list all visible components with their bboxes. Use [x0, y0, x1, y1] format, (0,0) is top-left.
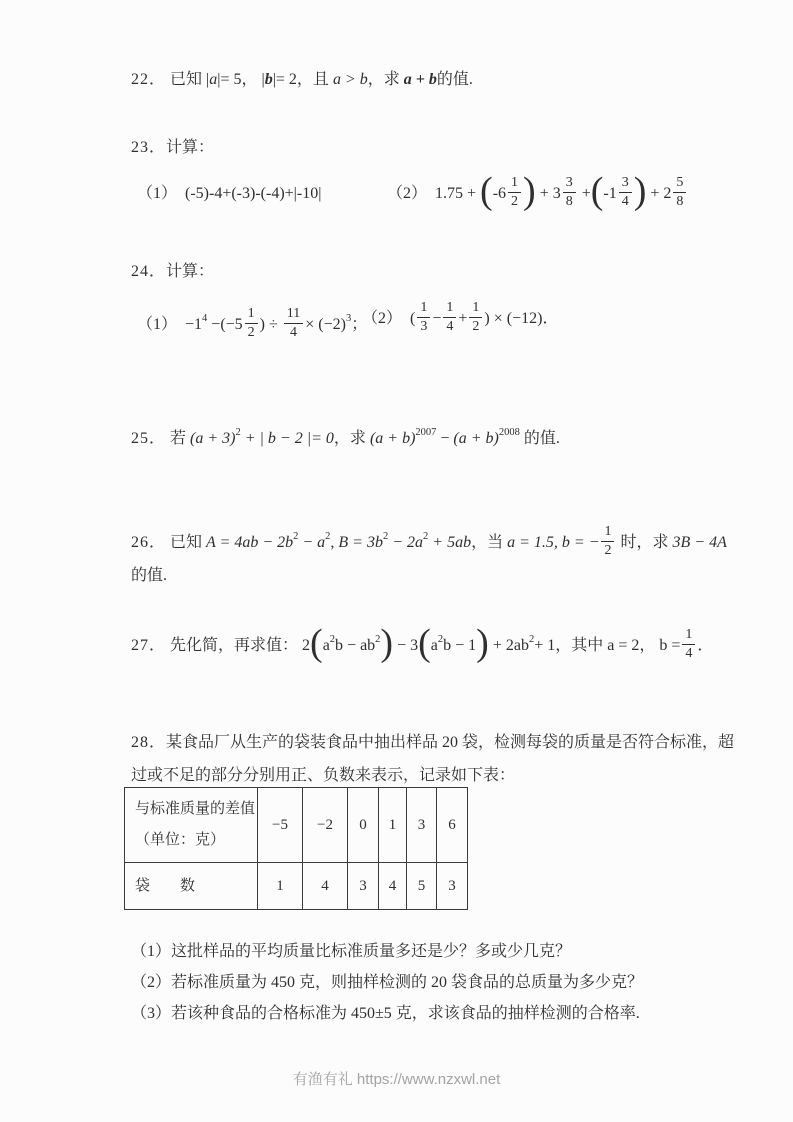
diff-cell: −2 [303, 788, 348, 863]
row-label: 袋 数 [125, 863, 258, 910]
right-paren: ) [380, 622, 394, 665]
abs-bar: | [206, 71, 210, 88]
punctuation: ． [697, 637, 714, 654]
fraction [601, 524, 614, 559]
exponent: 4 [202, 313, 208, 324]
math-segment: A = 4ab − 2b [206, 534, 294, 551]
math-segment: + 2ab [492, 637, 529, 654]
question-28-intro [131, 726, 734, 792]
diff-cell: 6 [437, 788, 468, 863]
question-23-title [131, 137, 214, 159]
part-1 [137, 170, 321, 218]
comma: ， [241, 71, 258, 88]
question-22 [131, 69, 473, 91]
math-segment: ) ÷ [259, 316, 278, 333]
fraction-denominator: 4 [446, 318, 454, 334]
math-segment: + 2 [650, 185, 672, 202]
left-paren: ( [590, 170, 604, 213]
left-paren: ( [418, 622, 431, 665]
exponent: 2008 [498, 427, 520, 438]
question-26 [131, 513, 727, 567]
fraction-numerator: 1 [417, 300, 430, 318]
math-segment: -1 [603, 185, 617, 202]
diff-cell: 3 [407, 788, 437, 863]
text-segment: 计算： [166, 139, 215, 156]
text-segment: 过或不足的部分分别用正、负数来表示，记录如下表： [131, 767, 516, 784]
math-segment: a [430, 637, 438, 654]
math-segment: , B = 3b [330, 534, 383, 551]
math-segment: (a + b) [453, 430, 499, 447]
fraction-denominator: 4 [621, 193, 629, 209]
question-28-sub3 [131, 1003, 640, 1025]
fraction-numerator: 5 [673, 175, 686, 193]
fraction [469, 300, 482, 335]
exponent: 2 [293, 531, 299, 542]
count-cell: 3 [437, 863, 468, 910]
question-24-title [131, 261, 214, 283]
math-inequality: a > b [332, 71, 368, 88]
fraction-numerator: 1 [508, 175, 521, 193]
page-footer [0, 1068, 793, 1089]
question-27 [131, 616, 713, 670]
math-segment: + 3 [539, 185, 561, 202]
fraction-denominator: 2 [511, 193, 519, 209]
minus-sign: − [440, 430, 450, 447]
fraction [245, 306, 258, 341]
count-cell: 5 [407, 863, 437, 910]
fraction-denominator: 2 [604, 542, 612, 558]
text-segment: 先化简，再求值： [170, 637, 299, 654]
text-segment: 若 [170, 430, 187, 447]
part-2 [387, 170, 688, 218]
math-segment: b − 1 [443, 637, 477, 654]
fraction-numerator: 3 [619, 175, 632, 193]
fraction-numerator: 3 [563, 175, 576, 193]
count-cell: 1 [258, 863, 303, 910]
fraction [619, 175, 632, 210]
math-segment: |= 5 [217, 71, 242, 88]
math-segment: −1 [185, 316, 203, 333]
question-24-formulas [131, 295, 731, 343]
math-segment: ( [410, 310, 416, 327]
fraction-denominator: 4 [290, 324, 298, 340]
question-number: 27． [131, 637, 167, 654]
text-segment: （1）这批样品的平均质量比标准质量多还是少？多或少几克？ [131, 943, 572, 960]
text-segment: ，当 [471, 534, 504, 551]
question-number: 24． [131, 263, 167, 280]
math-segment: ) × (−12)． [484, 310, 559, 327]
math-expression: (-5)-4+(-3)-(-4)+|-10| [185, 185, 322, 202]
variable-a: a [209, 71, 218, 88]
left-paren: ( [480, 170, 493, 213]
diff-cell: 1 [379, 788, 407, 863]
fraction-numerator: 1 [469, 300, 482, 318]
math-segment: + [458, 310, 468, 327]
abs-bar: | [261, 71, 265, 88]
question-23-formulas [131, 170, 731, 218]
text-segment: 的值. [131, 567, 168, 584]
math-segment: a [322, 637, 330, 654]
text-segment: ，求 [367, 71, 400, 88]
punctuation: ； [351, 316, 368, 333]
fraction-numerator: 1 [601, 524, 614, 542]
exponent: 2 [325, 531, 331, 542]
text-segment: ， [639, 637, 656, 654]
exponent: 2 [329, 634, 336, 645]
exponent: 2 [382, 531, 389, 542]
math-segment: a = 2 [607, 637, 640, 654]
header-label-line2: （单位：克） [135, 832, 226, 848]
right-paren: ) [523, 170, 536, 213]
question-number: 28． [131, 734, 167, 751]
exponent: 2 [235, 427, 241, 438]
sample-weight-table [124, 787, 468, 910]
question-number: 25． [131, 430, 167, 447]
fraction-denominator: 2 [247, 324, 255, 340]
fraction [682, 627, 695, 662]
table-row-count [125, 863, 468, 910]
math-segment: 1.75 + [435, 185, 477, 202]
math-segment: a = 1.5, b = − [507, 534, 600, 551]
fraction [508, 175, 521, 210]
text-segment: （2）若标准质量为 450 克，则抽样检测的 20 袋食品的总质量为多少克？ [131, 974, 644, 991]
fraction-numerator: 1 [443, 300, 456, 318]
fraction-denominator: 8 [676, 193, 684, 209]
variable-b: b [264, 71, 273, 88]
question-28-sub1 [131, 941, 571, 963]
text-segment: ，求 [333, 430, 366, 447]
part-1 [137, 295, 367, 349]
fraction [563, 175, 576, 210]
intro-line-1 [131, 726, 734, 759]
right-paren: ) [633, 170, 647, 213]
part-label: （1） [137, 185, 178, 202]
fraction [443, 300, 456, 335]
text-segment: 计算： [166, 263, 215, 280]
text-segment: 已知 [170, 534, 203, 551]
header-label-line1: 与标准质量的差值 [135, 801, 256, 817]
math-segment: − a [302, 534, 326, 551]
question-number: 26． [131, 534, 167, 551]
math-segment: 3B − 4A [672, 534, 727, 551]
diff-cell: 0 [348, 788, 379, 863]
fraction-denominator: 8 [565, 193, 573, 209]
math-segment: + 1 [534, 637, 556, 654]
table-header-label [125, 788, 258, 863]
table-row-diff [125, 788, 468, 863]
math-segment: b − ab [335, 637, 376, 654]
exponent: 2 [375, 634, 381, 645]
fraction-numerator: 1 [682, 627, 695, 645]
question-26-tail [131, 565, 167, 587]
fraction [673, 175, 686, 210]
math-segment: (a + b) [369, 430, 416, 447]
math-segment: × (−2) [305, 316, 346, 333]
count-cell: 4 [303, 863, 348, 910]
math-segment: + 5ab [432, 534, 472, 551]
part-2 [362, 295, 558, 343]
exponent: 2007 [415, 427, 437, 438]
exponent: 2 [423, 531, 429, 542]
math-sum: a + b [403, 71, 437, 88]
math-segment: −(−5 [211, 316, 243, 333]
footer-watermark: 有渔有礼 https://www.nzxwl.net [292, 1071, 501, 1088]
fraction [284, 306, 303, 341]
math-segment: + [581, 185, 591, 202]
part-label: （2） [387, 185, 428, 202]
part-label: （2） [362, 310, 403, 327]
text-segment: ，且 [296, 71, 329, 88]
left-paren: ( [310, 622, 323, 665]
math-segment: + | b − 2 |= 0 [244, 430, 334, 447]
question-25 [131, 422, 560, 450]
text-segment: 的值. [436, 71, 473, 88]
math-segment: b = [659, 637, 681, 654]
question-number: 23． [131, 139, 167, 156]
fraction-numerator: 1 [245, 306, 258, 324]
exponent: 2 [437, 634, 444, 645]
question-28-sub2 [131, 972, 643, 994]
question-number: 22． [131, 71, 167, 88]
text-segment: 时，求 [620, 534, 669, 551]
exponent: 3 [345, 313, 352, 324]
math-segment: 2 [302, 637, 311, 654]
math-segment: (a + 3) [190, 430, 236, 447]
right-paren: ) [476, 622, 489, 665]
text-segment: 已知 [170, 71, 203, 88]
fraction-denominator: 2 [472, 318, 480, 334]
text-segment: 某食品厂从生产的袋装食品中抽出样品 20 袋，检测每袋的质量是否符合标准，超 [166, 734, 735, 751]
diff-cell: −5 [258, 788, 303, 863]
text-segment: （3）若该种食品的合格标准为 450±5 克，求该食品的抽样检测的合格率. [131, 1005, 640, 1022]
math-segment: -6 [492, 185, 507, 202]
exponent: 2 [528, 634, 535, 645]
fraction-numerator: 11 [284, 306, 303, 324]
math-segment: − 3 [397, 637, 419, 654]
part-label: （1） [137, 316, 178, 333]
count-cell: 3 [348, 863, 379, 910]
fraction-denominator: 3 [420, 318, 428, 334]
count-cell: 4 [379, 863, 407, 910]
text-segment: ，其中 [555, 637, 604, 654]
math-segment: |= 2 [272, 71, 297, 88]
text-segment: 的值. [523, 430, 560, 447]
math-segment: − 2a [392, 534, 424, 551]
fraction [417, 300, 430, 335]
math-segment: − [432, 310, 442, 327]
fraction-denominator: 4 [685, 645, 693, 661]
